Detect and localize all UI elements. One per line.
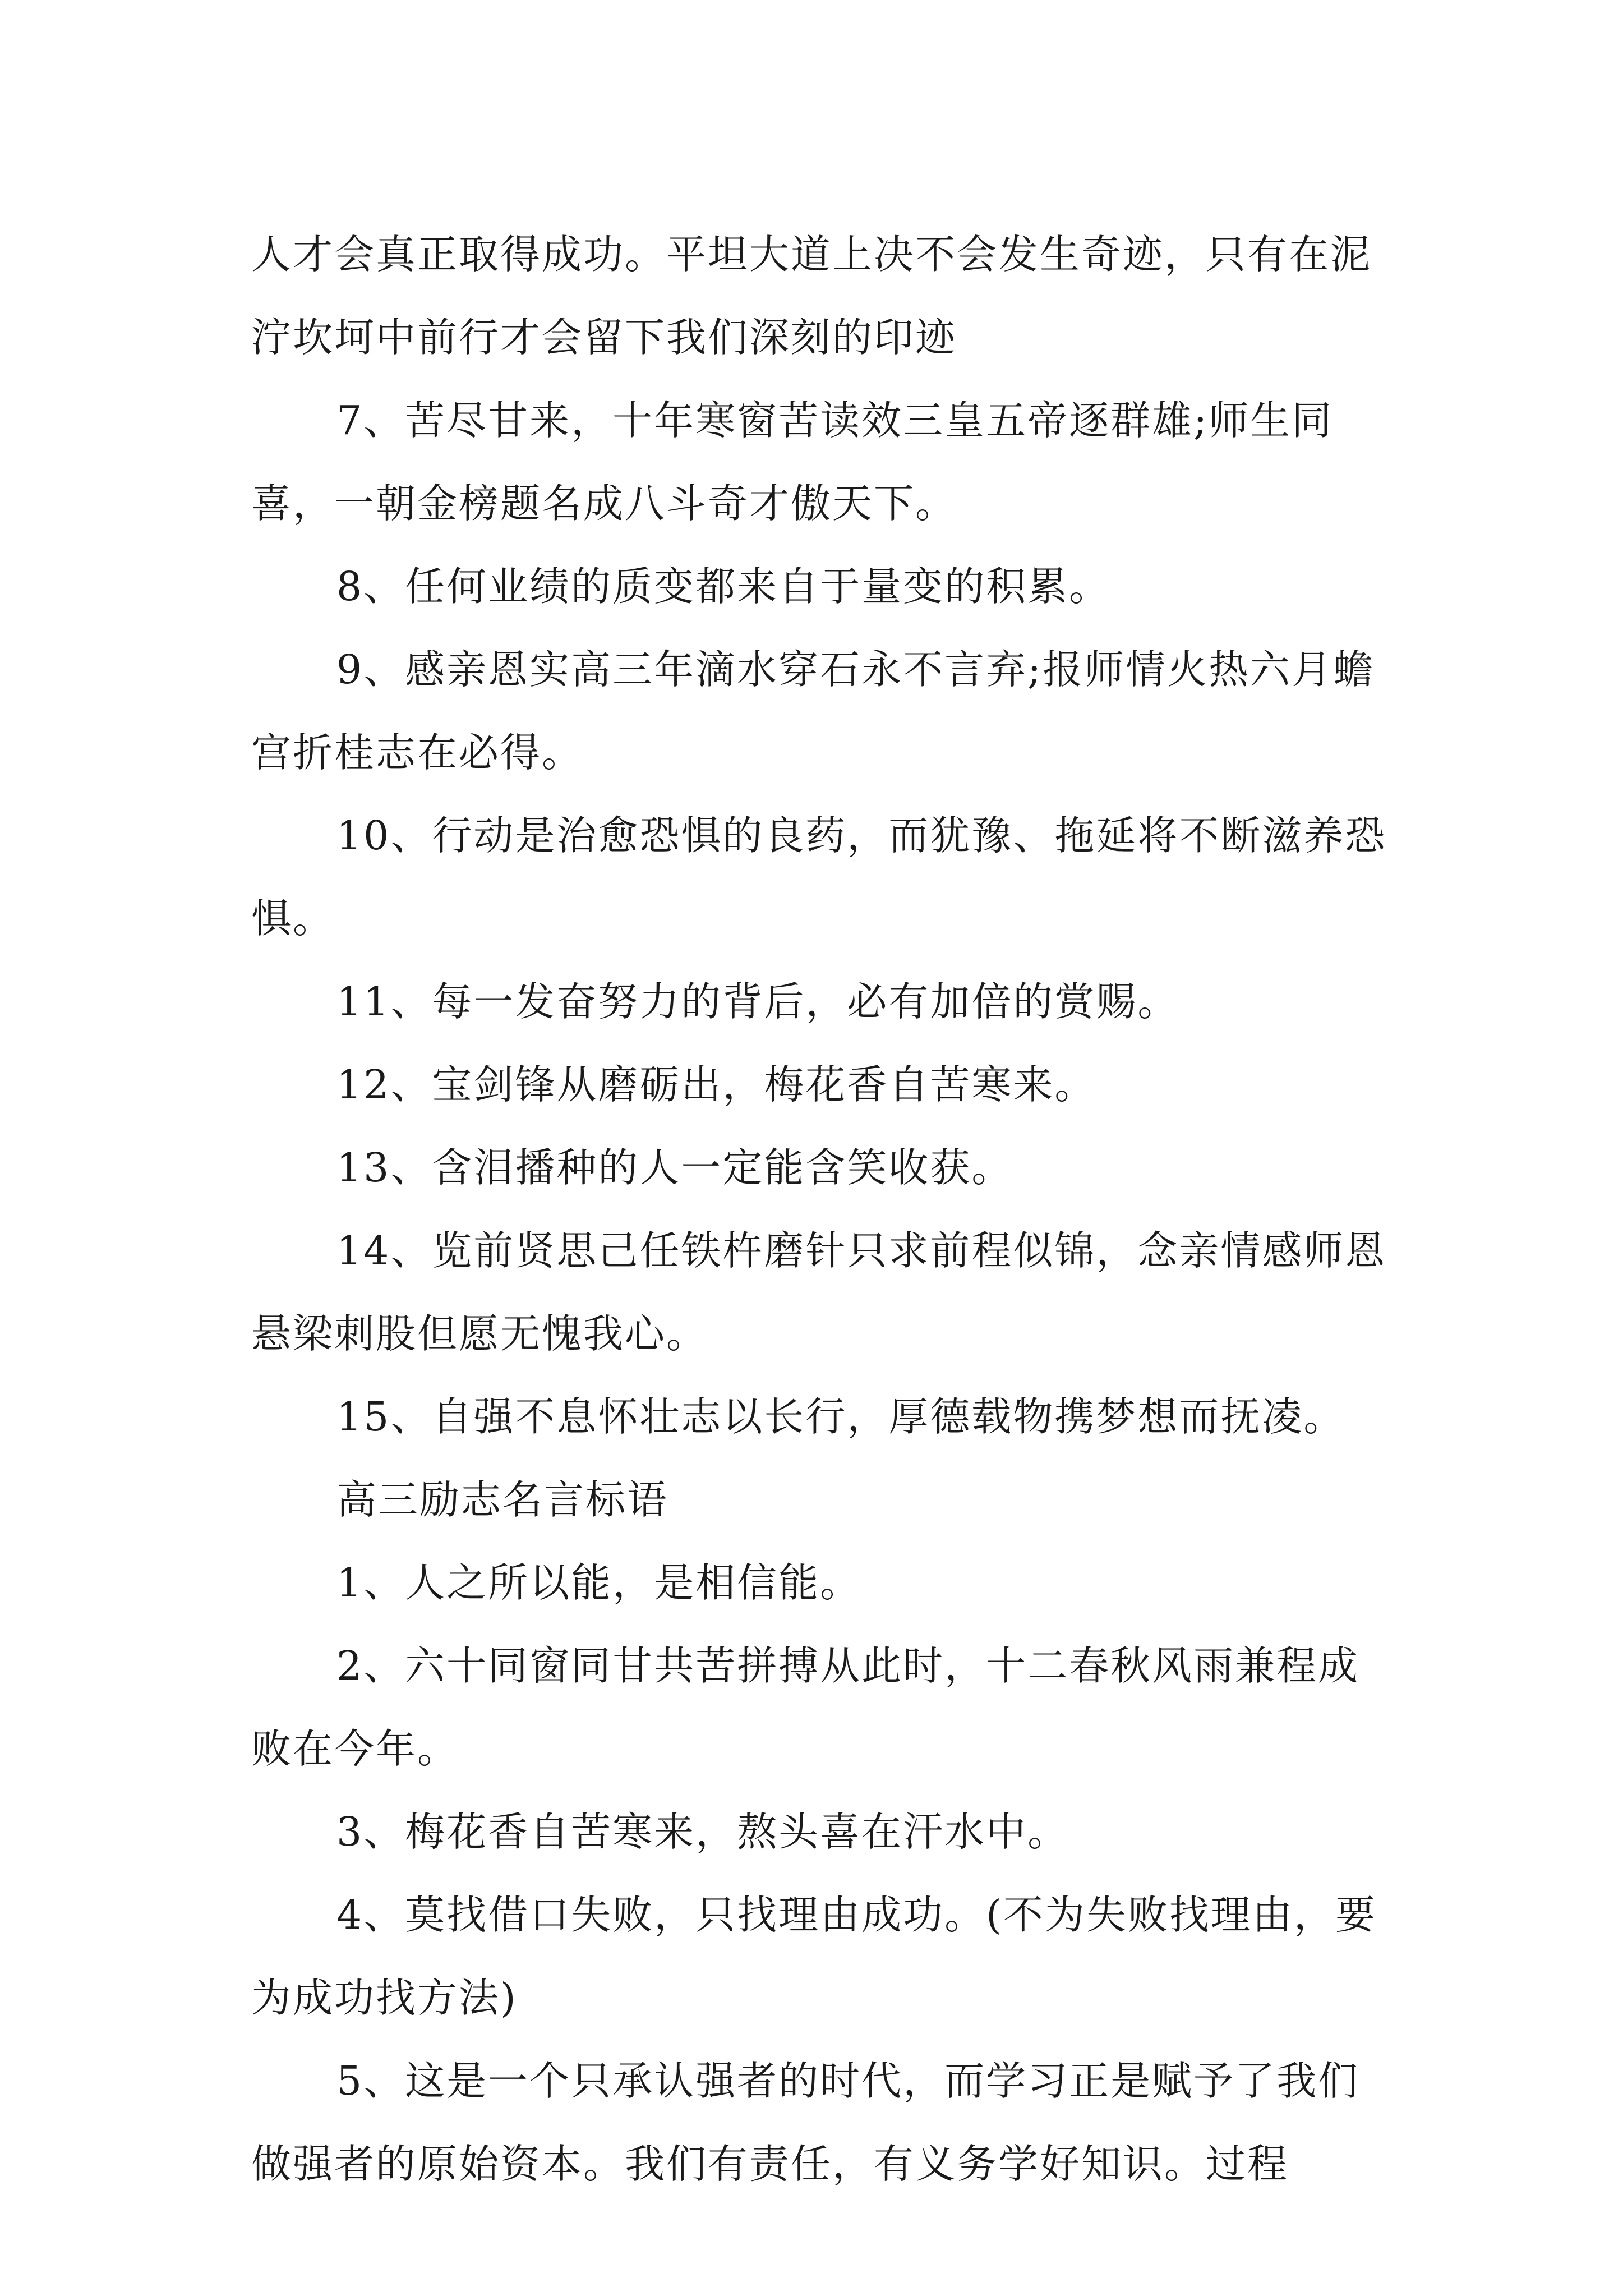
quote-item-1: 1、人之所以能，是相信能。: [336, 1559, 862, 1606]
quote-item-2: 2、六十同窗同甘共苦拼搏从此时，十二春秋风雨兼程成败在今年。: [251, 1642, 1360, 1772]
document-body: [251, 213, 1390, 2206]
quote-item-12: 12、宝剑锋从磨砺出，梅花香自苦寒来。: [336, 1061, 1096, 1108]
quote-item-5: 5、这是一个只承认强者的时代，而学习正是赋予了我们做强者的原始资本。我们有责任，有义务学好知识。过程: [251, 2058, 1360, 2187]
quote-item-10: 10、行动是治愈恐惧的良药，而犹豫、拖延将不断滋养恐惧。: [251, 812, 1387, 942]
section-heading: 高三励志名言标语: [336, 1476, 669, 1523]
quote-item-11: 11、每一发奋努力的背后，必有加倍的赏赐。: [336, 978, 1179, 1025]
quote-item-4: 4、莫找借口失败，只找理由成功。(不为失败找理由，要为成功找方法): [251, 1892, 1377, 2021]
quote-item-14: 14、览前贤思己任铁杵磨针只求前程似锦，念亲情感师恩悬梁刺股但愿无愧我心。: [251, 1227, 1387, 1357]
quote-item-15: 15、自强不息怀壮志以长行，厚德载物携梦想而抚凌。: [336, 1393, 1345, 1440]
quote-item-13: 13、含泪播种的人一定能含笑收获。: [336, 1144, 1013, 1191]
quote-item-7: 7、苦尽甘来，十年寒窗苦读效三皇五帝逐群雄;师生同喜，一朝金榜题名成八斗奇才傲天下。: [251, 397, 1334, 527]
quote-item-8: 8、任何业绩的质变都来自于量变的积累。: [336, 563, 1111, 610]
quote-item-3: 3、梅花香自苦寒来，熬头喜在汗水中。: [336, 1809, 1069, 1855]
paragraph-continuation: 人才会真正取得成功。平坦大道上决不会发生奇迹，只有在泥泞坎坷中前行才会留下我们深刻的印迹: [251, 231, 1372, 361]
quote-item-9: 9、感亲恩实高三年滴水穿石永不言弃;报师情火热六月蟾宫折桂志在必得。: [251, 646, 1375, 776]
